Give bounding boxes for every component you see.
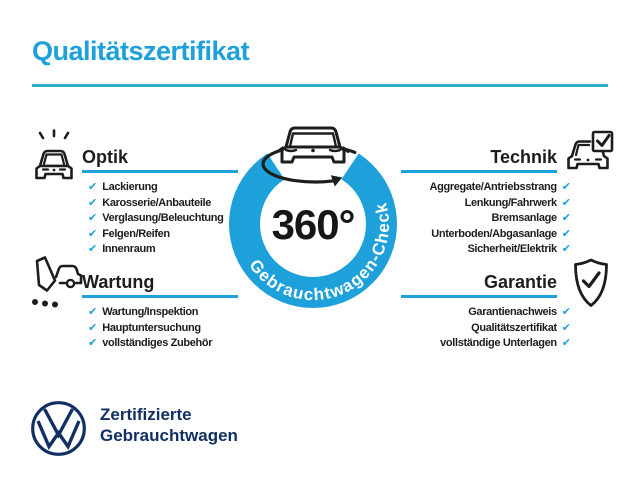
check-item-label: Verglasung/Beleuchtung: [102, 212, 224, 224]
check-icon: ✔: [88, 196, 98, 209]
check-item: [415, 180, 571, 196]
check-item-label: Unterboden/Abgasanlage: [431, 227, 557, 240]
section-optik-underline: [82, 170, 238, 173]
section-garantie-underline: [401, 295, 557, 298]
check-icon: ✔: [561, 227, 571, 240]
service-checklist-icon: [27, 254, 85, 316]
section-garantie: [401, 272, 571, 352]
footer-claim: [100, 405, 238, 446]
section-technik: [401, 147, 571, 258]
gebrauchtwagen-check-badge: [223, 104, 403, 344]
section-optik-title: Optik: [82, 147, 129, 167]
shiny-car-icon: [28, 129, 80, 185]
shield-check-icon: [569, 257, 613, 313]
section-technik-list: [415, 180, 571, 258]
check-item-label: Qualitätszertifikat: [471, 321, 557, 334]
ring-curved-label: Gebrauchtwagen-Check: [245, 200, 394, 305]
check-item-label: Karosserie/Anbauteile: [102, 196, 212, 209]
check-item: [415, 196, 571, 212]
check-item-label: Innenraum: [102, 243, 156, 255]
section-garantie-title: Garantie: [483, 272, 557, 292]
check-icon: ✔: [88, 227, 98, 240]
check-item-label: vollständiges Zubehör: [102, 337, 213, 349]
section-wartung-list: [88, 305, 238, 352]
check-icon: ✔: [88, 243, 98, 255]
footer-claim-line1: Zertifizierte: [100, 405, 192, 424]
check-icon: ✔: [88, 337, 98, 349]
section-garantie-list: [415, 305, 571, 352]
check-icon: ✔: [561, 321, 571, 334]
check-item: [88, 242, 238, 258]
check-icon: ✔: [561, 212, 571, 224]
section-technik-title: Technik: [490, 147, 557, 167]
vw-logo: [30, 400, 87, 457]
check-item-label: Lenkung/Fahrwerk: [464, 196, 557, 209]
check-item: [88, 180, 238, 196]
check-item: [415, 305, 571, 321]
check-item-label: Felgen/Reifen: [102, 227, 170, 240]
check-item-label: Wartung/Inspektion: [102, 306, 199, 318]
check-item: [415, 242, 571, 258]
check-item-label: Aggregate/Antriebsstrang: [429, 181, 557, 193]
check-item-label: Sicherheit/Elektrik: [467, 243, 557, 255]
check-item: [88, 321, 238, 337]
check-item: [88, 227, 238, 243]
check-item: [415, 336, 571, 352]
check-item: [88, 211, 238, 227]
check-item: [88, 196, 238, 212]
check-item: [88, 305, 238, 321]
section-wartung: [82, 272, 238, 352]
section-optik: [82, 147, 238, 258]
section-wartung-underline: [82, 295, 238, 298]
check-icon: ✔: [561, 337, 571, 349]
check-icon: ✔: [561, 181, 571, 193]
check-item-label: Hauptuntersuchung: [102, 321, 201, 334]
check-icon: ✔: [561, 243, 571, 255]
check-icon: ✔: [561, 306, 571, 318]
section-technik-underline: [401, 170, 557, 173]
check-item: [415, 211, 571, 227]
check-item: [88, 336, 238, 352]
check-icon: ✔: [88, 212, 98, 224]
check-item-label: Garantienachweis: [468, 306, 557, 318]
check-icon: ✔: [88, 181, 98, 193]
check-icon: ✔: [561, 196, 571, 209]
check-item-label: vollständige Unterlagen: [440, 337, 557, 349]
check-item: [415, 321, 571, 337]
section-optik-list: [88, 180, 238, 258]
car-checkbox-icon: [563, 129, 617, 185]
header-divider: [32, 84, 608, 87]
degree-label: 360°: [271, 201, 355, 248]
section-wartung-title: Wartung: [82, 272, 155, 292]
check-icon: ✔: [88, 321, 98, 334]
check-icon: ✔: [88, 306, 98, 318]
check-item-label: Bremsanlage: [491, 212, 557, 224]
footer-claim-line2: Gebrauchtwagen: [100, 425, 238, 445]
check-item-label: Lackierung: [102, 181, 158, 193]
page-title: Qualitätszertifikat: [32, 36, 250, 66]
check-item: [415, 227, 571, 243]
